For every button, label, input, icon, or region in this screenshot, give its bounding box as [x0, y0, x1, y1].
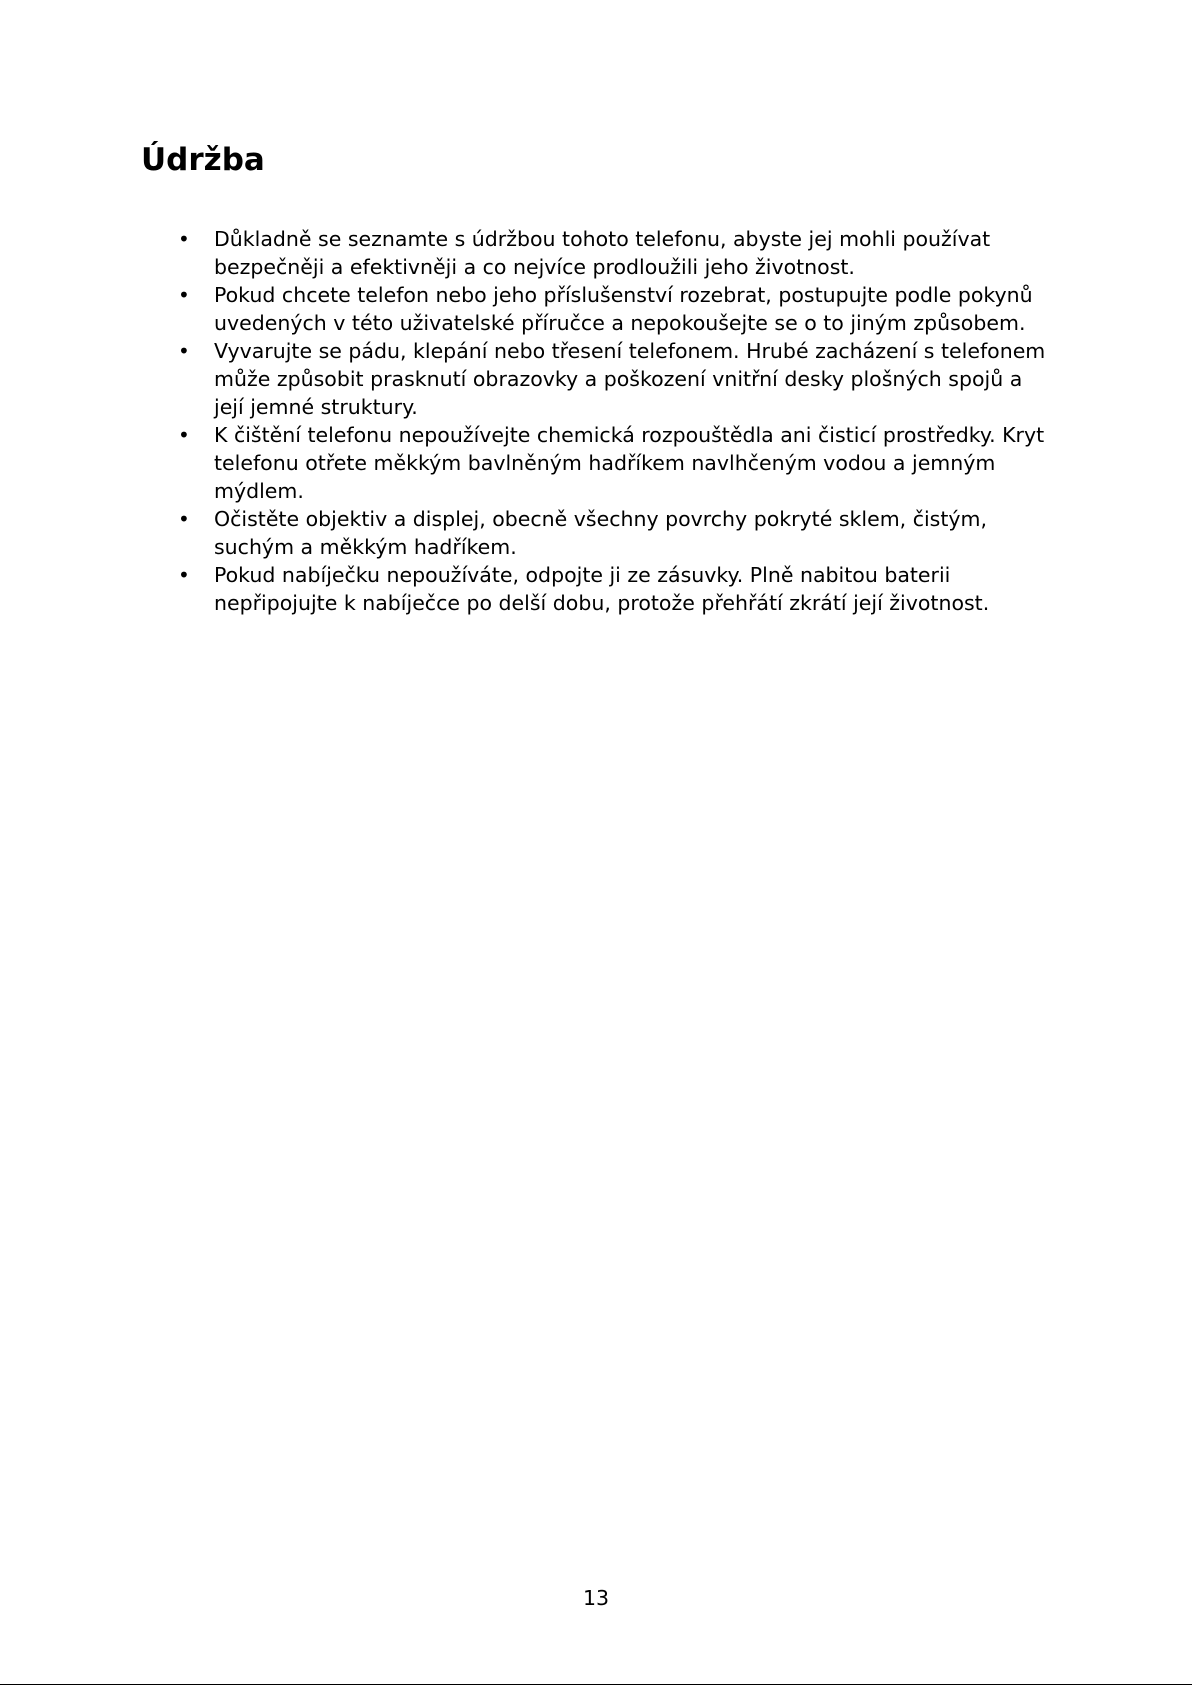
- bullet-icon: •: [178, 507, 190, 531]
- bullet-text: K čištění telefonu nepoužívejte chemická rozpouštědla ani čisticí prostředky. Kryt telefonu otřete měkkým bavlněným hadříkem navlhčeným vodou a jemným mýdlem.: [214, 423, 1045, 503]
- bullet-item: [178, 281, 1058, 337]
- bullet-text: Pokud nabíječku nepoužíváte, odpojte ji ze zásuvky. Plně nabitou baterii nepřipojujte k nabíječce po delší dobu, protože přehřátí zkrátí její životnost.: [214, 563, 990, 615]
- bullet-item: [178, 421, 1058, 505]
- bullet-icon: •: [178, 563, 190, 587]
- bullet-item: [178, 225, 1058, 281]
- bullet-text: Pokud chcete telefon nebo jeho příslušenství rozebrat, postupujte podle pokynů uvedených v této uživatelské příručce a nepokoušejte se o to jiným způsobem.: [214, 283, 1033, 335]
- bullet-item: [178, 505, 1058, 561]
- bullet-item: [178, 337, 1058, 421]
- bullet-icon: •: [178, 339, 190, 363]
- section-heading: Údržba: [141, 142, 265, 178]
- page-number: 13: [582, 1586, 610, 1610]
- bullet-icon: •: [178, 423, 190, 447]
- bullet-icon: •: [178, 283, 190, 307]
- bullet-text: Očistěte objektiv a displej, obecně všechny povrchy pokryté sklem, čistým, suchým a měkkým hadříkem.: [214, 507, 988, 559]
- bullet-text: Důkladně se seznamte s údržbou tohoto telefonu, abyste jej mohli používat bezpečněji a efektivněji a co nejvíce prodloužili jeho životnost.: [214, 227, 991, 279]
- bullet-item: [178, 561, 1058, 617]
- bullet-icon: •: [178, 227, 190, 251]
- bullet-text: Vyvarujte se pádu, klepání nebo třesení telefonem. Hrubé zacházení s telefonem může způsobit prasknutí obrazovky a poškození vnitřní desky plošných spojů a její jemné struktury.: [214, 339, 1046, 419]
- maintenance-bullet-list: [178, 225, 1058, 617]
